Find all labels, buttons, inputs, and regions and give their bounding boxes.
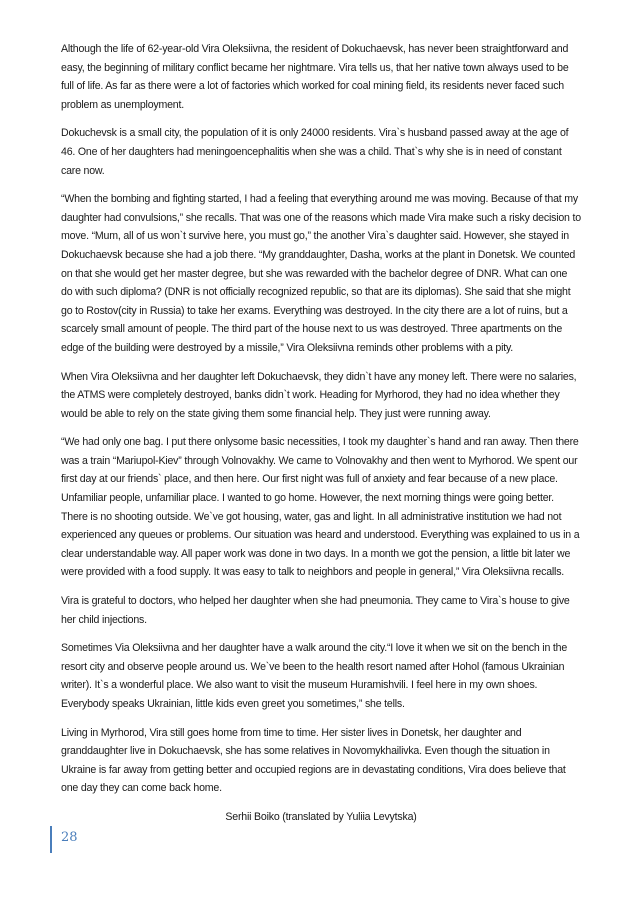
article-body xyxy=(61,40,581,808)
paragraph: Although the life of 62-year-old Vira Oleksiivna, the resident of Dokuchaevsk, has never been straightforward and easy, the beginning of military conflict became her nightmare. Vira tells us, that her native town always used to be full of life. As far as there were a lot of factories which worked for coal mining field, its residents never faced such problem as unemployment. xyxy=(61,43,569,111)
footer-accent-bar xyxy=(50,826,52,853)
paragraph: “We had only one bag. I put there onlysome basic necessities, I took my daughter`s hand and ran away. Then there was a train “Mariupol-Kiev” through Volnovakhy. We came to Volnovakhy and then went to Myrhorod. We spent our first day at our friends` place, and then here. Our first night was full of anxiety and fear because of a new place. Unfamiliar people, unfamiliar place. I wanted to go home. However, the next morning things were going better. There is no shooting outside. We`ve got housing, water, gas and light. In all administrative institution we had not experienced any queues or problems. Our situation was heard and understood. Everything was explained to us in a clear understandable way. All paper work was done in two days. In a month we got the pension, a little bit later we were provided with a food supply. It was easy to talk to neighbors and people in general,” Vira Oleksiivna recalls. xyxy=(61,436,580,579)
paragraph: When Vira Oleksiivna and her daughter left Dokuchaevsk, they didn`t have any money left. There were no salaries, the ATMS were completely destroyed, banks didn`t work. Heading for Myrhorod, they had no idea whether they would be able to rely on the state giving them some financial help. They just were running away. xyxy=(61,370,577,420)
page-number: 28 xyxy=(61,830,78,845)
paragraph: Vira is grateful to doctors, who helped her daughter when she had pneumonia. They came to Vira`s house to give her child injections. xyxy=(61,595,570,626)
paragraph: “When the bombing and fighting started, I had a feeling that everything around me was moving. Because of that my daughter had convulsions,” she recalls. That was one of the reasons which made Vira make such a risky decision to move. “Mum, all of us won`t survive here, you must go,” the another Vira`s daughter said. However, she stayed in Dokuchaevsk because she had a job there. “My granddaughter, Dasha, works at the plant in Donetsk. We counted on that she would get her master degree, but she was rewarded with the bachelor degree of DNR. What can one do with such diploma? (DNR is not officially recognized republic, so that are its diplomas). She said that she might go to Rostov(city in Russia) to take her exams. Everything was destroyed. In the city there are a lot of ruins, but a scarcely small amount of people. The third part of the house next to us was destroyed. Three apartments on the edge of the building were destroyed by a missile,” Vira Oleksiivna reminds other problems with a pity. xyxy=(61,193,581,354)
paragraph: Dokuchevsk is a small city, the population of it is only 24000 residents. Vira`s husband passed away at the age of 46. One of her daughters had meningoencephalitis when she was a child. That`s why she is in need of constant care now. xyxy=(61,127,569,177)
author-byline: Serhii Boiko (translated by Yuliia Levytska) xyxy=(225,811,417,823)
paragraph: Sometimes Via Oleksiivna and her daughter have a walk around the city.“I love it when we sit on the bench in the resort city and observe people around us. We`ve been to the health resort named after Hohol (famous Ukrainian writer). It`s a wonderful place. We also want to visit the museum Huramishvili. I feel here in my own shoes. Everybody speaks Ukrainian, little kids even greet you sometimes,” she tells. xyxy=(61,642,568,710)
paragraph: Living in Myrhorod, Vira still goes home from time to time. Her sister lives in Donetsk, her daughter and granddaughter live in Dokuchaevsk, she has some relatives in Novomykhailivka. Even though the situation in Ukraine is far away from getting better and occupied regions are in devastating conditions, Vira does believe that one day they can come back home. xyxy=(61,726,566,795)
